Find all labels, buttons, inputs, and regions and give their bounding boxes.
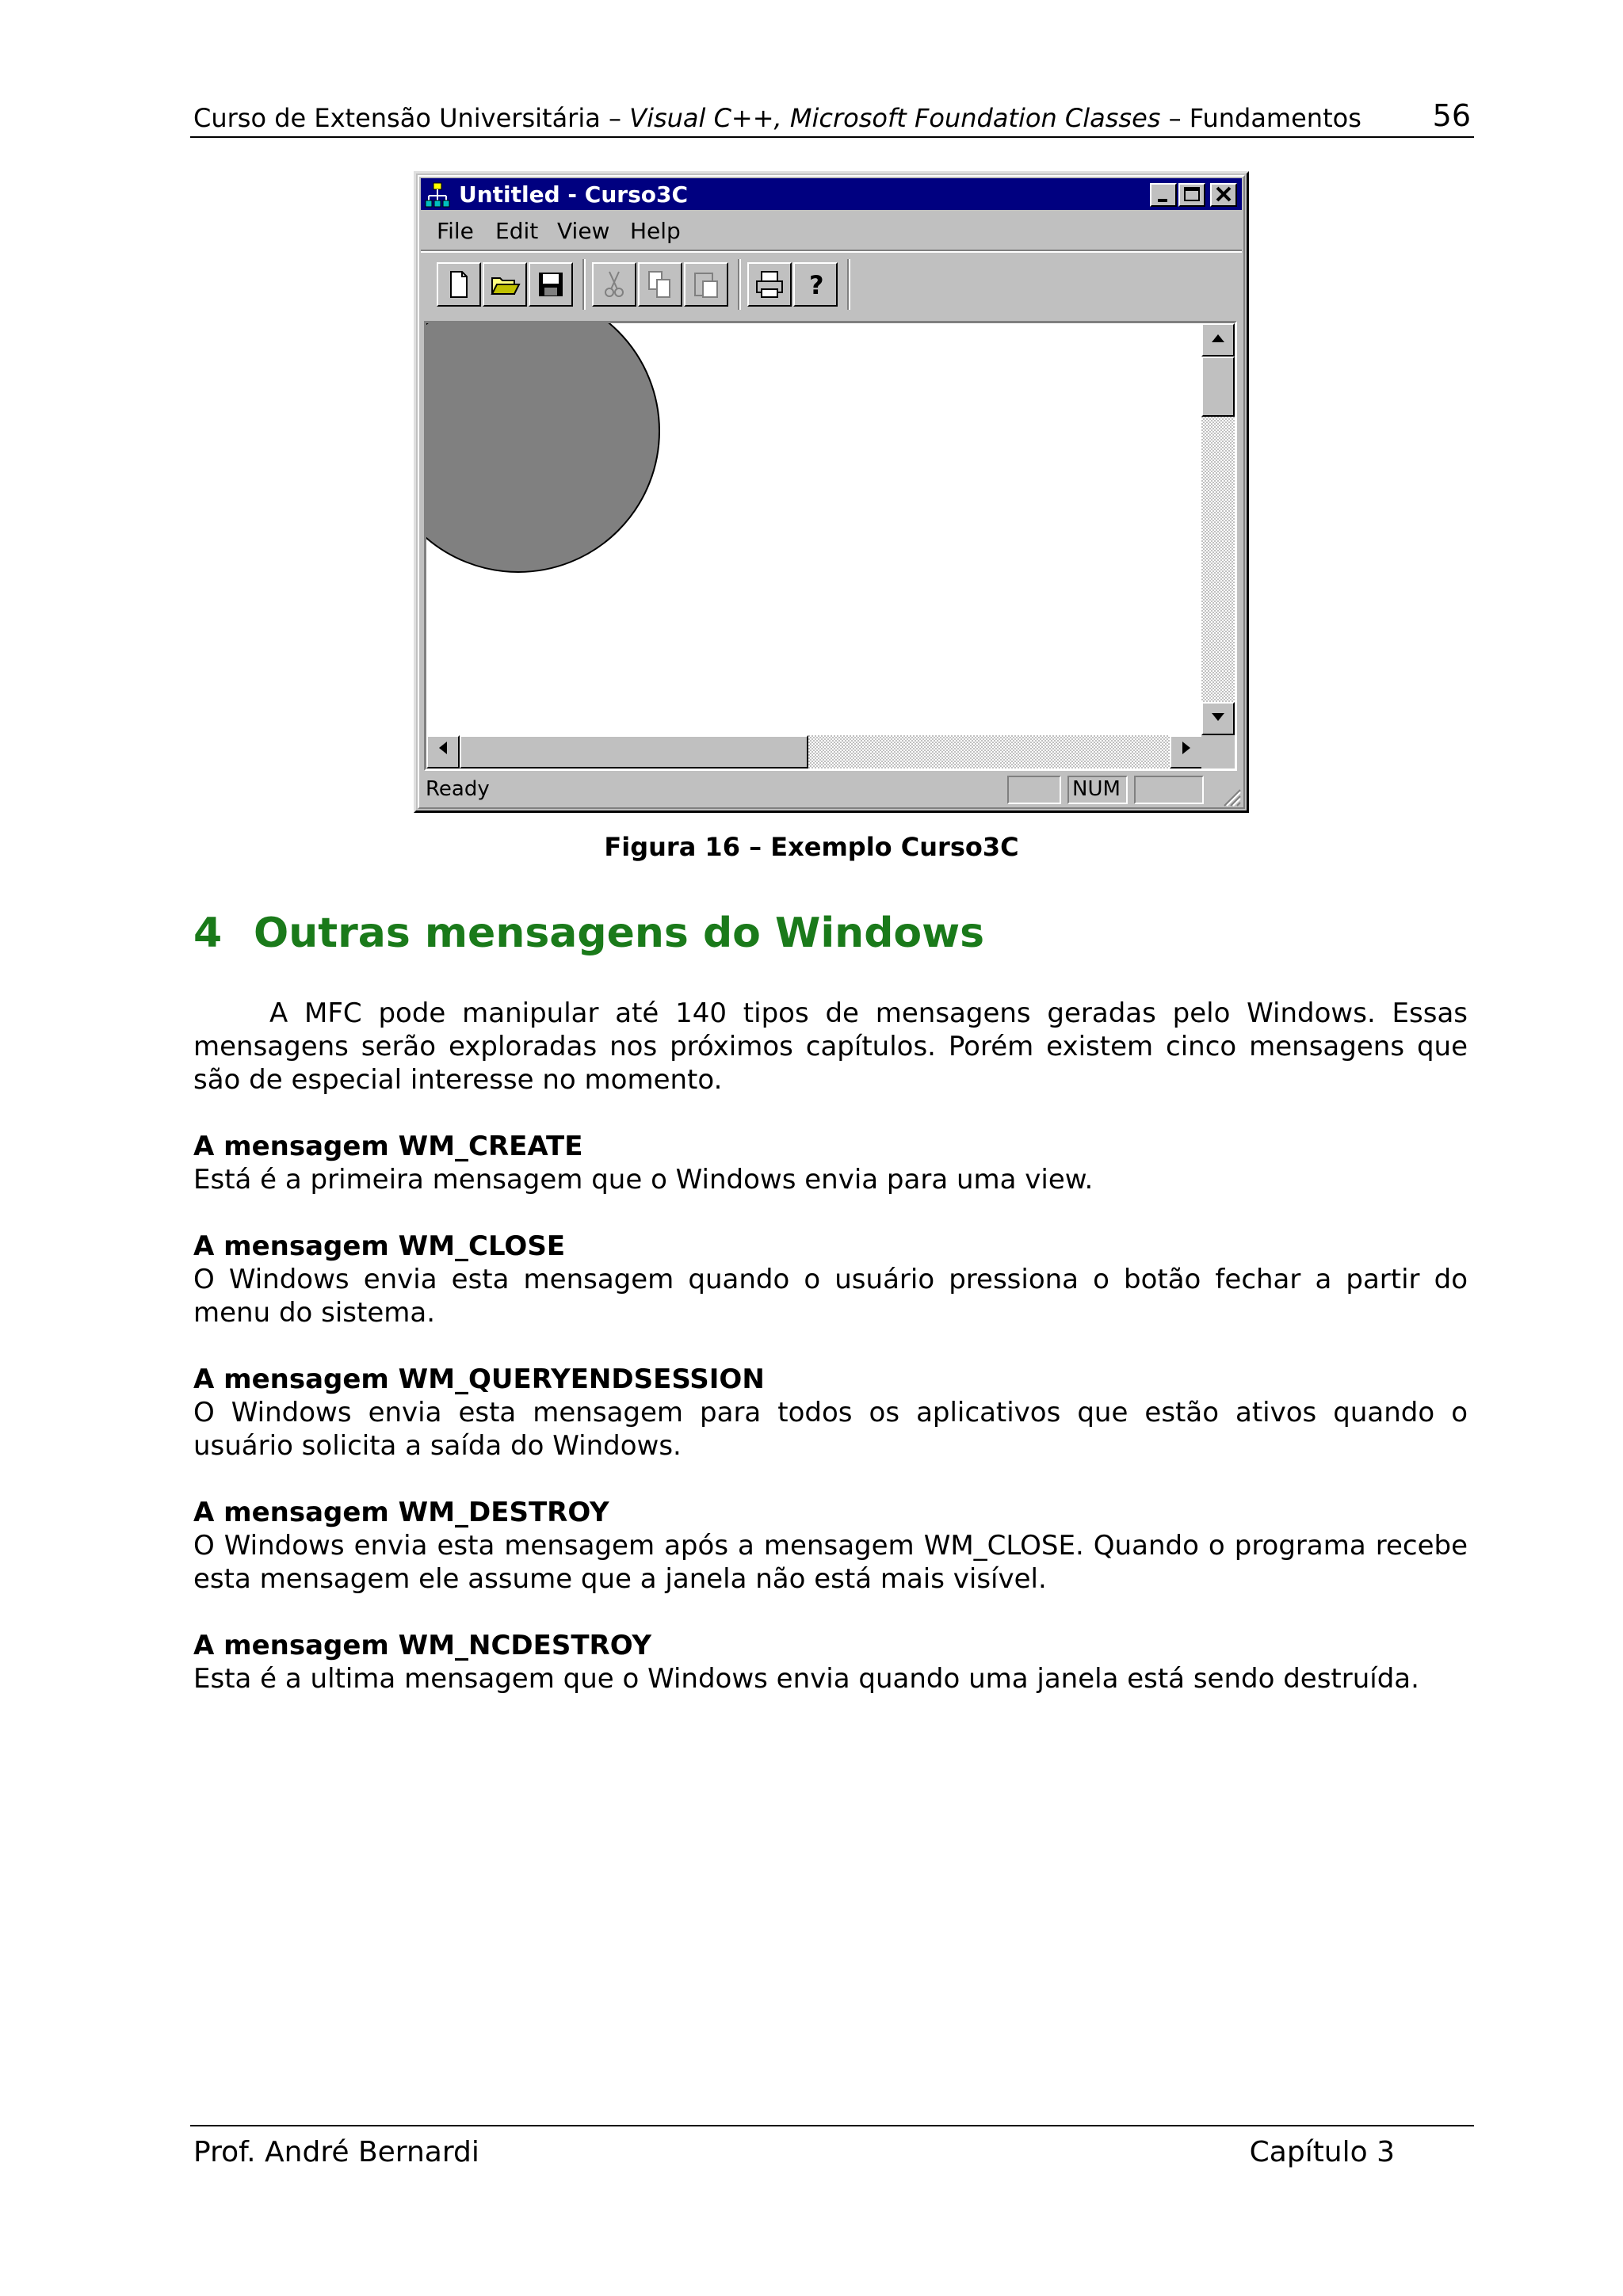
resize-grip-icon[interactable] [1218, 784, 1242, 807]
vertical-scrollbar[interactable] [1201, 323, 1235, 735]
menu-bar [421, 215, 1242, 246]
message-text: O Windows envia esta mensagem quando o usuário pressiona o botão fechar a partir do menu do sistema. [193, 1264, 1468, 1329]
horizontal-scrollbar[interactable] [426, 735, 1203, 769]
cut-scissors-icon [598, 269, 630, 300]
status-text: Ready [426, 777, 490, 801]
message-text: O Windows envia esta mensagem após a mensagem WM_CLOSE. Quando o programa recebe esta mensagem ele assume que a janela não está mais visível. [193, 1530, 1468, 1595]
scroll-down-button[interactable] [1201, 702, 1235, 735]
window-title: Untitled - Curso3C [459, 181, 689, 208]
status-pane-cap [1007, 776, 1061, 804]
new-file-button[interactable] [437, 262, 481, 307]
message-text: O Windows envia esta mensagem para todos os aplicativos que estão ativos quando o usuário solicita a saída do Windows. [193, 1397, 1468, 1462]
open-folder-icon [489, 269, 521, 300]
copy-button[interactable] [638, 262, 682, 307]
vertical-scroll-thumb[interactable] [1201, 357, 1235, 417]
app-window-screenshot [414, 171, 1249, 813]
title-bar [421, 178, 1242, 210]
status-pane-scrl [1134, 776, 1204, 804]
scroll-right-button[interactable] [1170, 735, 1203, 769]
message-text: Está é a primeira mensagem que o Windows envia para uma view. [193, 1164, 1094, 1196]
message-text: Esta é a ultima mensagem que o Windows envia quando uma janela está sendo destruída. [193, 1663, 1419, 1695]
message-title: A mensagem WM_CLOSE [193, 1230, 566, 1262]
arrow-right-icon [1181, 740, 1192, 756]
close-button[interactable] [1210, 183, 1237, 207]
menu-view[interactable]: View [557, 218, 610, 244]
header-text: Curso de Extensão Universitária – Visual C++, Microsoft Foundation Classes – Fundamentos [193, 103, 1361, 133]
message-title: A mensagem WM_DESTROY [193, 1497, 609, 1528]
circle-drawing [426, 323, 1235, 769]
copy-icon [644, 269, 676, 300]
print-button[interactable] [747, 262, 792, 307]
menu-help[interactable]: Help [630, 218, 681, 244]
status-pane-num: NUM [1067, 776, 1128, 804]
message-title: A mensagem WM_QUERYENDSESSION [193, 1363, 765, 1395]
intro-paragraph: A MFC pode manipular até 140 tipos de mensagens geradas pelo Windows. Essas mensagens serão exploradas nos próximos capítulos. Porém existem cinco mensagens que são de especial interesse no momento. [193, 997, 1468, 1096]
minimize-icon [1151, 185, 1175, 205]
paste-icon [690, 269, 722, 300]
open-button[interactable] [483, 262, 527, 307]
app-icon [424, 181, 451, 208]
save-button[interactable] [529, 262, 573, 307]
page-header [190, 98, 1474, 138]
scroll-up-button[interactable] [1201, 323, 1235, 357]
save-disk-icon [535, 269, 567, 300]
close-icon [1212, 185, 1235, 205]
help-question-icon [800, 269, 831, 300]
footer-author: Prof. André Bernardi [193, 2136, 479, 2168]
maximize-icon [1180, 185, 1204, 205]
message-title: A mensagem WM_NCDESTROY [193, 1630, 652, 1661]
scroll-left-button[interactable] [426, 735, 460, 769]
message-title: A mensagem WM_CREATE [193, 1131, 583, 1162]
new-file-icon [443, 269, 475, 300]
minimize-button[interactable] [1150, 183, 1177, 207]
toolbar [421, 250, 1242, 315]
scrollbar-corner [1201, 735, 1235, 769]
view-client-area[interactable] [424, 321, 1237, 771]
arrow-left-icon [437, 740, 449, 756]
horizontal-scroll-thumb[interactable] [460, 735, 808, 769]
arrow-down-icon [1210, 711, 1226, 723]
menu-edit[interactable]: Edit [495, 218, 539, 244]
print-icon [754, 269, 785, 300]
section-heading: 4 Outras mensagens do Windows [193, 910, 985, 957]
page-footer [190, 2125, 1474, 2174]
status-bar [421, 772, 1242, 807]
maximize-button[interactable] [1178, 183, 1205, 207]
paste-button[interactable] [684, 262, 728, 307]
menu-file[interactable]: File [437, 218, 474, 244]
figure-caption: Figura 16 – Exemplo Curso3C [604, 832, 1019, 862]
svg-text:?: ? [809, 270, 824, 300]
help-button[interactable] [793, 262, 838, 307]
page-number: 56 [1432, 98, 1471, 133]
cut-button[interactable] [592, 262, 636, 307]
arrow-up-icon [1210, 333, 1226, 344]
footer-chapter: Capítulo 3 [1249, 2136, 1395, 2168]
